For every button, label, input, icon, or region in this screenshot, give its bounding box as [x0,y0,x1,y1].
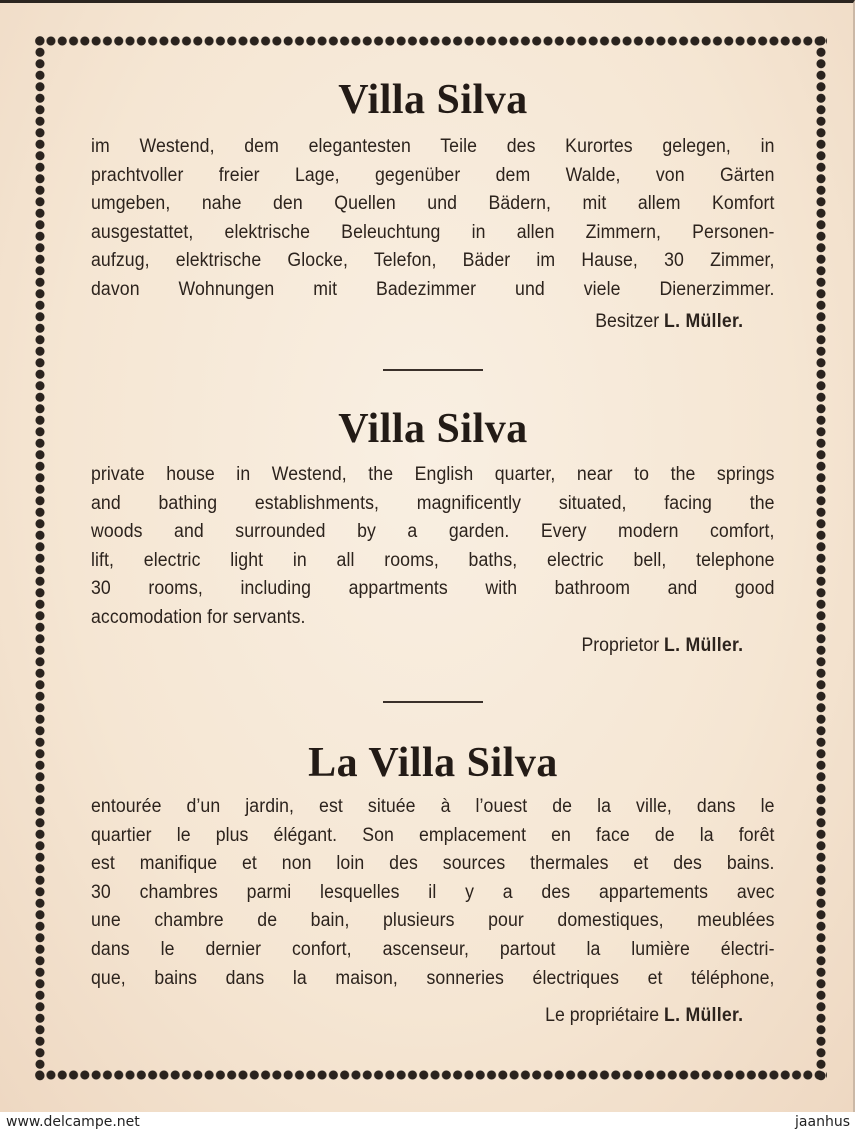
section-english [91,408,775,450]
text-line: 30 chambres parmi lesquelles il y a des appartements avec [91,881,775,903]
text-line: private house in Westend, the English quarter, near to the springs [91,464,775,485]
text-line: dans le dernier confort, ascenseur, partout la lumière électri- [91,938,775,960]
owner-label: Le propriétaire [545,1005,660,1026]
signature-german [91,311,775,333]
text-line: ausgestattet, elektrische Beleuchtung in allen Zimmern, Personen- [91,221,775,243]
text-line: woods and surrounded by a garden. Every modern comfort, [91,521,775,543]
body-english [91,461,775,633]
signature-english [91,635,775,657]
border-top [34,35,827,47]
section-french [91,742,775,784]
text-line: prachtvoller freier Lage, gegenüber dem Walde, von Gärten [91,164,775,186]
text-line: aufzug, elektrische Glocke, Telefon, Bäder im Hause, 30 Zimmer, [91,250,775,272]
text-line: entourée d’un jardin, est située à l’ouest de la ville, dans le [91,796,775,817]
text-line: une chambre de bain, plusieurs pour domestiques, meublées [91,910,775,932]
source-watermark: www.delcampe.net [6,1114,140,1130]
text-line: im Westend, dem elegantesten Teile des Kurortes gelegen, in [91,136,775,157]
watermark-footer [0,1112,857,1132]
paragraph-german [91,133,775,305]
owner-name: L. Müller. [663,635,744,656]
text-line: quartier le plus élégant. Son emplacement en face de la forêt [91,824,775,846]
border-bottom [34,1069,827,1081]
paragraph-french [91,793,775,993]
body-french [91,793,775,993]
text-line: est manifique et non loin des sources thermales et des bains. [91,853,775,875]
title-english: Villa Silva [338,406,528,452]
owner-label: Besitzer [595,311,660,332]
border-left [34,35,46,1081]
text-line: umgeben, nahe den Quellen und Bädern, mit allem Komfort [91,193,775,215]
text-line: accomodation for servants. [91,606,306,628]
paragraph-english [91,461,775,633]
divider-rule [383,369,483,371]
text-line: and bathing establishments, magnificently situated, facing the [91,492,775,514]
title-french: La Villa Silva [308,740,558,786]
divider-rule [383,701,483,703]
signature-french [91,1005,775,1027]
owner-name: L. Müller. [663,311,744,332]
text-line: davon Wohnungen mit Badezimmer und viele Dienerzimmer. [91,278,775,300]
title-german: Villa Silva [338,77,528,123]
text-line: lift, electric light in all rooms, baths, electric bell, telephone [91,549,775,571]
owner-label: Proprietor [581,635,660,656]
border-right [815,35,827,1081]
owner-name: L. Müller. [663,1005,744,1026]
seller-watermark: jaanhus [795,1114,850,1130]
text-line: 30 rooms, including appartments with bathroom and good [91,578,775,600]
section-german [91,79,775,121]
body-german [91,133,775,305]
text-line: que, bains dans la maison, sonneries électriques et téléphone, [91,967,775,989]
